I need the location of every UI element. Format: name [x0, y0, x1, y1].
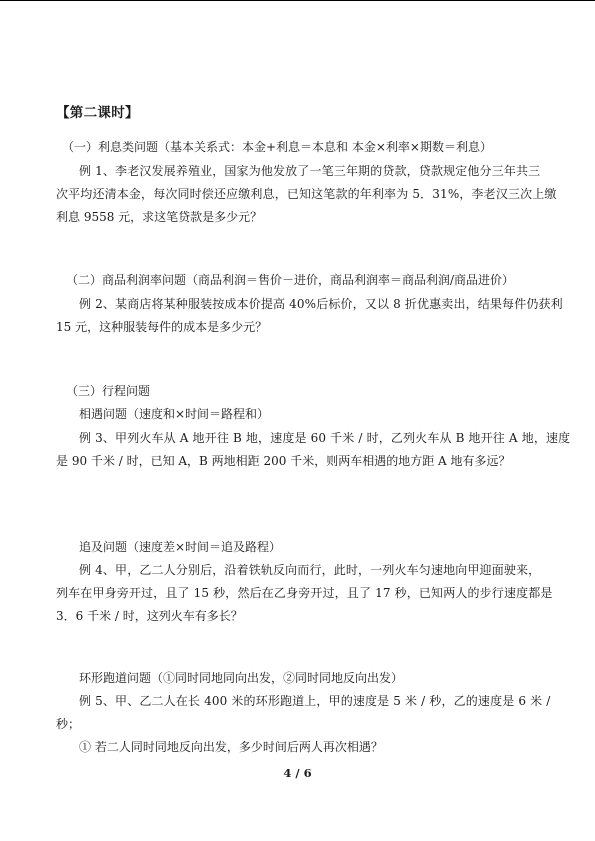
example-5-line-2: 秒； [56, 717, 81, 731]
example-4-line-1: 例 4、甲，乙二人分别后，沿着铁轨反向而行，此时，一列火车匀速地向甲迎面驶来， [79, 563, 541, 577]
example-2-line-1: 例 2、某商店将某种服装按成本价提高 40%后标价，又以 8 折优惠卖出，结果每件仍获利 [79, 297, 563, 311]
example-4-line-3: 3．6 千米 / 时，这列火车有多长？ [56, 609, 243, 623]
meeting-problem-title: 相遇问题（速度和×时间＝路程和） [79, 407, 270, 421]
section-heading: 【第二课时】 [56, 105, 139, 121]
ring-track-problem-title: 环形跑道问题（①同时同地同向出发，②同时同地反向出发） [79, 671, 404, 685]
top-rule [0, 0, 595, 1]
example-1-line-1: 例 1、李老汉发展养殖业，国家为他发放了一笔三年期的贷款，贷款规定他分三年共三 [79, 164, 541, 178]
example-2-line-2: 15 元，这种服装每件的成本是多少元？ [56, 320, 268, 334]
example-4-line-2: 列车在甲身旁开过，且了 15 秒，然后在乙身旁开过，且了 17 秒，已知两人的步行速度都是 [56, 586, 553, 600]
example-1-line-3: 利息 9558 元，求这笔贷款是多少元？ [56, 210, 263, 224]
example-3-line-2: 是 90 千米 / 时，已知 A，B 两地相距 200 千米，则两车相遇的地方距 A 地有多远？ [56, 454, 511, 468]
example-3-line-1: 例 3、甲列火车从 A 地开往 B 地，速度是 60 千米 / 时，乙列火车从 B 地开往 A 地，速度 [79, 431, 571, 445]
interest-problem-title: （一）利息类问题（基本关系式：本金+利息＝本息和 本金×利率×期数＝利息） [62, 140, 492, 154]
chase-problem-title: 追及问题（速度差×时间＝追及路程） [79, 540, 282, 554]
travel-problem-title: （三）行程问题 [66, 384, 151, 398]
example-5-line-1: 例 5、甲、乙二人在长 400 米的环形跑道上，甲的速度是 5 米 / 秒，乙的速度是 6 米 / [79, 694, 551, 708]
example-1-line-2: 次平均还清本金，每次同时偿还应缴利息，已知这笔款的年利率为 5．31%，李老汉三次上缴 [56, 187, 557, 201]
example-5-question-1: ① 若二人同时同地反向出发，多少时间后两人再次相遇？ [79, 740, 383, 754]
profit-problem-title: （二）商品利润率问题（商品利润＝售价－进价，商品利润率＝商品利润/商品进价） [66, 273, 515, 287]
page-number: 4 / 6 [283, 766, 312, 780]
